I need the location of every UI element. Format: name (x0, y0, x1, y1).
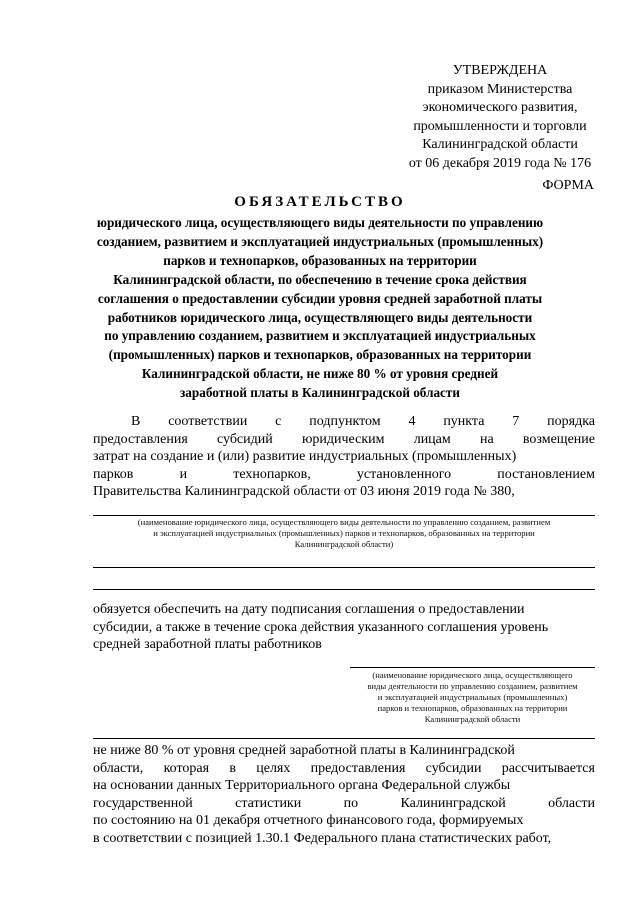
word: 4 (408, 414, 416, 429)
document-subtitle (70, 214, 570, 403)
paragraph-line (93, 795, 595, 813)
fill-in-line (93, 589, 595, 590)
approval-line: от 06 декабря 2019 года № 176 (408, 155, 592, 171)
paragraph-line: на основании данных Территориального органа Федеральной службы (93, 778, 511, 793)
word: предоставления (310, 760, 406, 776)
word: технопарков, (233, 466, 311, 482)
word: порядка (547, 414, 595, 429)
word: в (229, 760, 236, 776)
subtitle-line: работников юридического лица, осуществляющего виды деятельности (107, 309, 533, 325)
word: с (275, 414, 282, 429)
paragraph-line: субсидии, а также в течение срока действия указанного соглашения уровень (93, 619, 549, 635)
paragraph-obligation (93, 601, 595, 654)
paragraph-line: средней заработной платы работников (93, 637, 322, 652)
word: области, (93, 760, 144, 776)
paragraph-line (93, 466, 595, 484)
word: на (479, 431, 494, 447)
paragraph-line (93, 431, 595, 449)
word: рассчитывается (501, 760, 595, 776)
fill-in-line (93, 515, 595, 516)
paragraph-level (93, 742, 595, 847)
word: В (131, 414, 141, 429)
word: целях (256, 760, 291, 776)
word: соответствии (168, 414, 248, 429)
approval-line: экономического развития, (422, 100, 578, 115)
word: субсидии (425, 760, 482, 776)
approval-line: приказом Министерства (427, 81, 573, 97)
word: области (548, 795, 595, 811)
word: пункта (443, 414, 485, 429)
caption-line: и эксплуатацией индустриальных (промышленных) (377, 692, 568, 702)
paragraph-line: затрат на создание и (или) развитие индустриальных (промышленных) (93, 449, 517, 464)
caption-line: Калининградской области) (294, 539, 394, 549)
subtitle-line: Калининградской области, по обеспечению в течение срока действия (113, 271, 527, 287)
word: подпунктом (309, 414, 381, 429)
word: парков (93, 466, 134, 482)
word: постановлением (497, 466, 595, 482)
caption-line: и эксплуатацией индустриальных (промышленных) парков и технопарков, образованных на территории (153, 528, 535, 538)
word: Калининградской (400, 795, 506, 811)
fill-in-line (93, 567, 595, 568)
word: и (179, 466, 188, 482)
word: статистики (235, 795, 302, 811)
paragraph-reference (93, 413, 595, 501)
paragraph-line: обязуется обеспечить на дату подписания соглашения о предоставлении (93, 602, 525, 617)
subtitle-line: (промышленных) парков и технопарков, образованных на территории (108, 347, 532, 363)
word: субсидий (216, 431, 273, 447)
form-label: ФОРМА (542, 178, 594, 193)
word: предоставления (93, 431, 188, 447)
field-caption (350, 670, 595, 725)
approval-line: Калининградской области (422, 137, 578, 152)
caption-line: (наименование юридического лица, осуществляющего (372, 670, 573, 680)
subtitle-line: Калининградской области, не ниже 80 % от уровня средней (141, 366, 499, 382)
word: установленного (356, 466, 452, 482)
document-title: ОБЯЗАТЕЛЬСТВО (234, 194, 406, 210)
paragraph-line: не ниже 80 % от уровня средней заработной платы в Калининградской (93, 743, 515, 758)
word: по (343, 795, 359, 811)
paragraph-line (93, 413, 595, 431)
paragraph-line (93, 760, 595, 778)
word: которая (163, 760, 210, 776)
paragraph-line: в соответствии с позицией 1.30.1 Федерального плана статистических работ, (93, 830, 552, 846)
caption-line: виды деятельности по управлению созданием, развитием (367, 681, 578, 691)
subtitle-line: по управлению созданием, развитием и эксплуатацией индустриальных (104, 328, 536, 344)
approval-line: УТВЕРЖДЕНА (452, 63, 548, 78)
paragraph-line: Правительства Калининградской области от 03 июня 2019 года № 380, (93, 484, 515, 499)
approval-block (400, 62, 600, 173)
caption-line: (наименование юридического лица, осуществляющего виды деятельности по управлению созданием, развитием (137, 517, 551, 527)
fill-in-line (93, 738, 595, 739)
approval-line: промышленности и торговли (413, 118, 587, 134)
caption-line: парков и технопарков, образованных на территории (377, 703, 568, 713)
word: юридическим (301, 431, 385, 447)
subtitle-line: соглашения о предоставлении субсидии уровня средней заработной платы (97, 290, 543, 306)
subtitle-line: созданием, развитием и эксплуатацией индустриальных (промышленных) (96, 233, 544, 249)
paragraph-line: по состоянию на 01 декабря отчетного финансового года, формируемых (93, 813, 524, 828)
subtitle-line: юридического лица, осуществляющего виды деятельности по управлению (96, 215, 544, 230)
subtitle-line: заработной платы в Калининградской области (180, 385, 460, 401)
field-caption (93, 517, 595, 550)
fill-in-line (350, 667, 595, 668)
word: 7 (512, 414, 520, 429)
word: государственной (93, 795, 193, 811)
caption-line: Калининградской области (424, 714, 521, 724)
word: лицам (413, 431, 451, 447)
word: возмещение (522, 431, 595, 447)
subtitle-line: парков и технопарков, образованных на территории (163, 252, 477, 268)
